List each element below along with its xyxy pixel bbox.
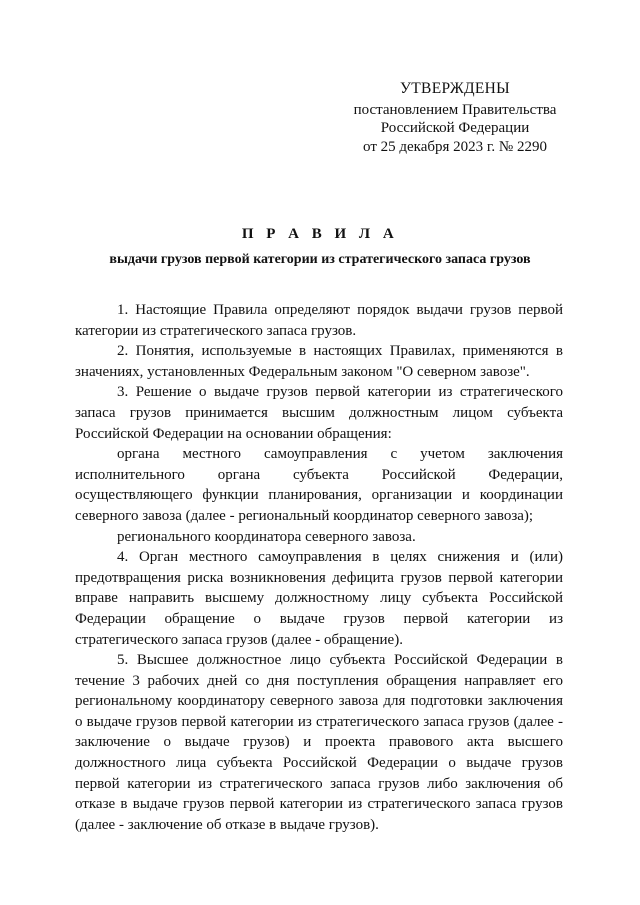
approval-line: постановлением Правительства (353, 101, 557, 118)
paragraph-3-item-2: регионального координатора северного завоза. (117, 528, 416, 545)
paragraph-3: 3. Решение о выдаче грузов первой категории из стратегического запаса грузов принимается высшим должностным лицом субъекта Российской Федерации на основании обращения: (75, 384, 563, 442)
paragraph-3-item-1: органа местного самоуправления с учетом заключения исполнительного органа субъекта Российской Федерации, осуществляющего функции планирования, организации и координации северного завоза (далее - региональный координатор северного завоза); (75, 446, 563, 524)
paragraph-4: 4. Орган местного самоуправления в целях снижения и (или) предотвращения риска возникновения дефицита грузов первой категории вправе направить высшему должностному лицу субъекта Российской Федерации обращение о выдаче грузов первой категории из стратегического запаса грузов (далее - обращение). (75, 549, 563, 648)
paragraph-5: 5. Высшее должностное лицо субъекта Российской Федерации в течение 3 рабочих дней со дня поступления обращения направляет его региональному координатору северного завоза для подготовки заключения о выдаче грузов первой категории из стратегического запаса грузов (далее - заключение о выдаче грузов) и проекта правового акта высшего должностного лица субъекта Российской Федерации о выдаче грузов первой категории из стратегического запаса грузов либо заключения об отказе в выдаче грузов первой категории из стратегического запаса грузов (далее - заключение об отказе в выдаче грузов). (75, 652, 563, 833)
document-title: П Р А В И Л А (241, 226, 399, 242)
paragraph-2: 2. Понятия, используемые в настоящих Правилах, применяются в значениях, установленных Федеральным законом "О северном завозе". (75, 343, 563, 380)
approval-stamp (330, 80, 580, 156)
approval-line: от 25 декабря 2023 г. № 2290 (363, 138, 547, 155)
paragraph-1: 1. Настоящие Правила определяют порядок выдачи грузов первой категории из стратегического запаса грузов. (75, 302, 563, 339)
approval-heading: УТВЕРЖДЕНЫ (400, 80, 510, 97)
document-subtitle: выдачи грузов первой категории из стратегического запаса грузов (109, 252, 531, 267)
approval-line: Российской Федерации (380, 120, 530, 136)
document-body (75, 300, 563, 835)
